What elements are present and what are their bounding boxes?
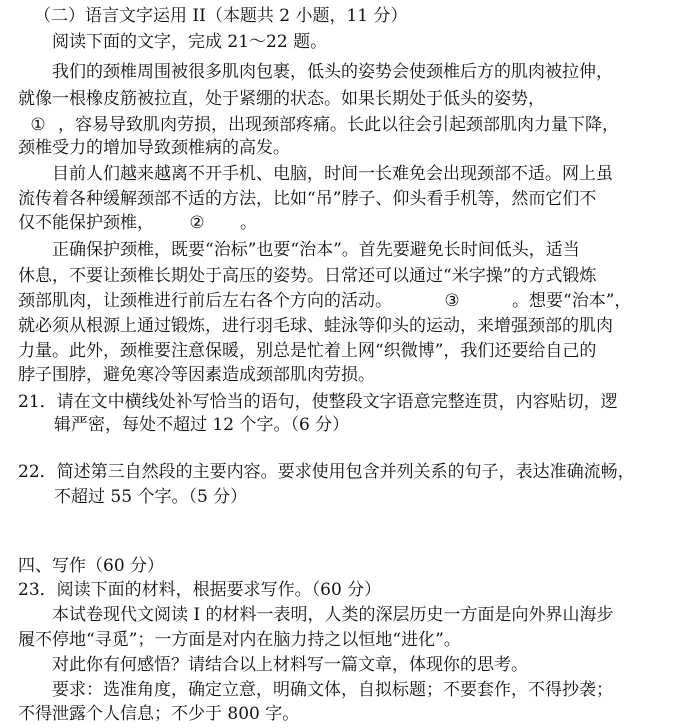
requirements-line: 不得泄露个人信息；不少于 800 字。 (18, 704, 300, 724)
passage-line (18, 115, 678, 135)
passage-text: 。 (240, 213, 257, 233)
passage-line (18, 291, 678, 311)
passage-line: 休息，不要让颈椎长期处于高压的姿势。日常还可以通过“米字操”的方式锻炼 (18, 266, 597, 286)
material-line: 履不停地“寻觅”；一方面是对内在脑力持之以恒地“进化”。 (18, 630, 461, 650)
question-23: 23．阅读下面的材料，根据要求写作。（60 分） (18, 580, 382, 600)
passage-line: 力量。此外，颈椎要注意保暖，别总是忙着上网“织微博”，我们还要给自己的 (18, 341, 597, 361)
question-22-cont: 不超过 55 个字。（5 分） (54, 487, 248, 507)
question-21: 21．请在文中横线处补写恰当的语句，使整段文字语意完整连贯，内容贴切，逻 (18, 392, 618, 412)
blank-3: ③ (392, 293, 512, 311)
question-21-cont: 辑严密，每处不超过 12 个字。（6 分） (54, 415, 350, 435)
material-line: 本试卷现代文阅读 I 的材料一表明，人类的深层历史一方面是向外界山海步 (52, 605, 614, 625)
passage-text: 。想要“治本”， (512, 291, 632, 311)
passage-line: 正确保护颈椎，既要“治标”也要“治本”。首先要避免长时间低头，适当 (52, 240, 580, 260)
blank-2: ② (154, 215, 240, 233)
writing-section-heading: 四、写作（60 分） (18, 556, 165, 576)
passage-line: 目前人们越来越离不开手机、电脑，时间一长难免会出现颈部不适。网上虽 (52, 164, 613, 184)
passage-line (18, 213, 678, 233)
section-heading: （二）语言文字运用 II（本题共 2 小题，11 分） (34, 6, 408, 26)
blank-1: ① (18, 117, 58, 135)
passage-line: 颈椎受力的增加导致颈椎病的高发。 (18, 138, 290, 158)
prompt-line: 对此你有何感悟？请结合以上材料写一篇文章，体现你的思考。 (52, 655, 528, 675)
passage-line: 流传着各种缓解颈部不适的方法，比如“吊”脖子、仰头看手机等，然而它们不 (18, 189, 597, 209)
question-22: 22．简述第三自然段的主要内容。要求使用包含并列关系的句子，表达准确流畅， (18, 462, 635, 482)
passage-line: 我们的颈椎周围被很多肌肉包裹，低头的姿势会使颈椎后方的肌肉被拉伸， (52, 62, 613, 82)
requirements-line: 要求：选准角度，确定立意，明确文体，自拟标题；不要套作，不得抄袭； (52, 680, 613, 700)
passage-text: 仅不能保护颈椎， (18, 213, 154, 233)
instruction-text: 阅读下面的文字，完成 21～22 题。 (52, 32, 328, 52)
passage-line: 脖子围脖，避免寒冷等因素造成颈部肌肉劳损。 (18, 365, 375, 385)
passage-text: 颈部肌肉，让颈椎进行前后左右各个方向的活动。 (18, 291, 392, 311)
passage-text: ，容易导致肌肉劳损，出现颈部疼痛。长此以往会引起颈部肌肉力量下降， (58, 115, 619, 135)
passage-line: 就像一根橡皮筋被拉直，处于紧绷的状态。如果长期处于低头的姿势， (18, 89, 545, 109)
passage-line: 就必须从根源上通过锻炼，进行羽毛球、蛙泳等仰头的运动，来增强颈部的肌肉 (18, 316, 613, 336)
